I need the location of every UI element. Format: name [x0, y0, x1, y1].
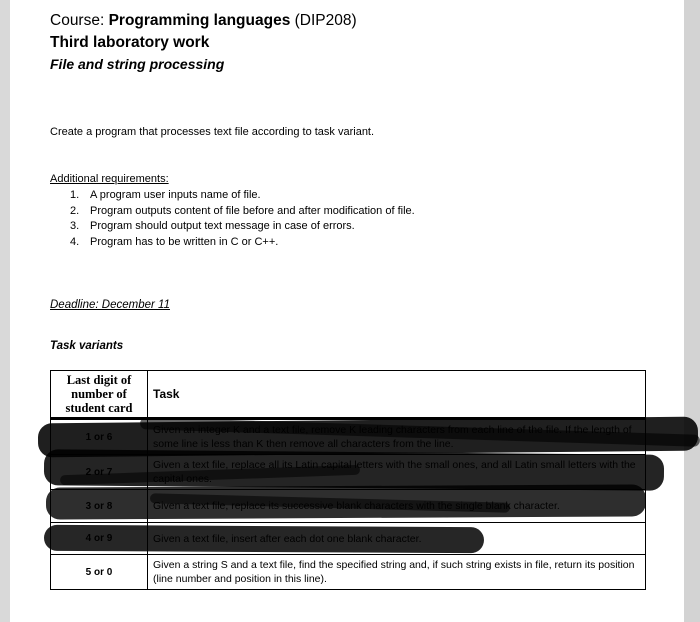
course-prefix: Course: — [50, 12, 109, 29]
requirement-number: 4. — [70, 235, 80, 248]
requirement-text: Program outputs content of file before and after modification of file. — [90, 204, 415, 217]
page-margin-left — [0, 0, 10, 622]
requirement-text: A program user inputs name of file. — [90, 189, 261, 201]
course-code: (DIP208) — [290, 12, 357, 29]
requirement-item — [70, 219, 415, 235]
row-task: Given a string S and a text file, find the specified string and, if such string exists in file, return its position (line number and position in this line). — [148, 555, 646, 590]
column-header-last-digit: Last digit of number of student card — [51, 371, 148, 419]
course-name: Programming languages — [108, 12, 291, 29]
intro-text: Create a program that processes text file according to task variant. — [50, 126, 375, 138]
lab-subtitle: File and string processing — [50, 56, 225, 72]
column-header-task: Task — [148, 371, 646, 419]
requirement-number: 3. — [70, 220, 80, 232]
redaction-scribble — [44, 525, 484, 553]
requirement-text: Program should output text message in case of errors. — [90, 220, 355, 232]
requirements-list — [70, 188, 415, 250]
lab-title: Third laboratory work — [50, 34, 210, 51]
course-line — [50, 12, 357, 30]
requirement-item — [70, 204, 415, 220]
requirement-item — [70, 188, 415, 204]
table-header-row — [51, 371, 646, 419]
requirement-number: 2. — [70, 204, 80, 217]
requirement-item — [70, 235, 415, 251]
table-row — [51, 555, 646, 590]
page-margin-right — [684, 0, 700, 622]
requirement-text: Program has to be written in C or C++. — [90, 235, 279, 248]
task-variants-heading: Task variants — [50, 340, 124, 352]
requirements-heading: Additional requirements: — [50, 173, 169, 185]
row-digit: 5 or 0 — [51, 555, 148, 590]
requirement-number: 1. — [70, 189, 80, 201]
deadline: Deadline: December 11 — [50, 299, 170, 311]
